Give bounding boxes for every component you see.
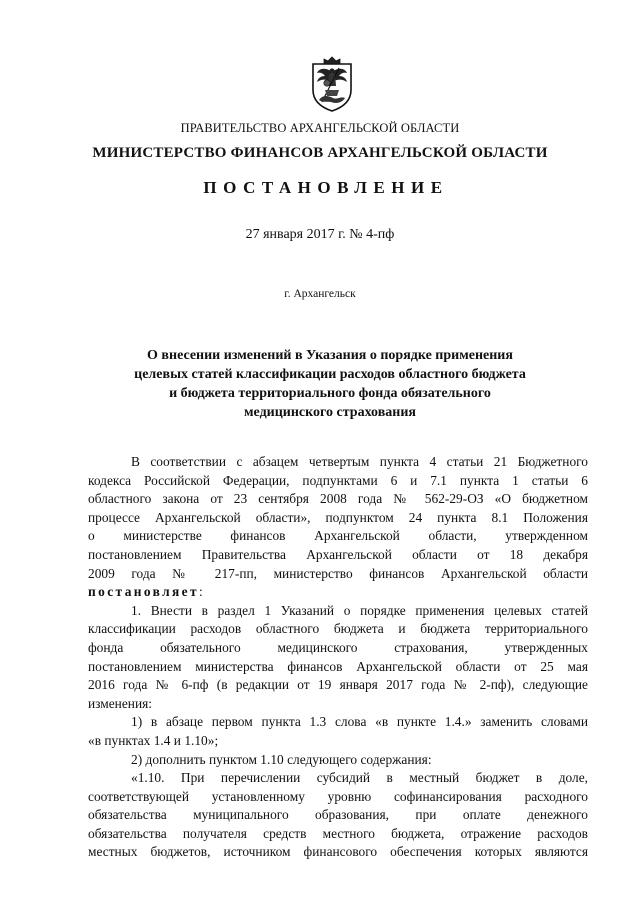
body-line: В соответствии с абзацем четвертым пункта 4 статьи 21 Бюджетного [131,454,588,469]
title-line: медицинского страхования [244,405,416,420]
coat-of-arms-emblem [309,56,355,112]
title-line: О внесении изменений в Указания о порядке применения [147,348,513,363]
body-line: 1. Внести в раздел 1 Указаний о порядке применения целевых статей [131,602,588,618]
body-line: процессе Архангельской области», подпунктом 24 пункта 8.1 Положения [88,509,588,525]
government-name: ПРАВИТЕЛЬСТВО АРХАНГЕЛЬСКОЙ ОБЛАСТИ [180,121,460,135]
body-line: 2) дополнить пунктом 1.10 следующего содержания: [131,751,432,767]
body-line: о министерстве финансов Архангельской области, утвержденном [88,528,588,544]
ministry-name: МИНИСТЕРСТВО ФИНАНСОВ АРХАНГЕЛЬСКОЙ ОБЛАСТИ [92,145,548,161]
body-line: «1.10. При перечислении субсидий в местный бюджет в доле, [131,770,588,786]
body-line: 1) в абзаце первом пункта 1.3 слова «в пункте 1.4.» заменить словами [131,714,588,730]
title-line: целевых статей классификации расходов областного бюджета [134,367,526,382]
body-line: 2016 года № 6-пф (в редакции от 19 января 2017 года № 2-пф), следующие [88,677,588,693]
body-line: обязательства получателя средств местного бюджета, отражение расходов [88,825,588,841]
body-line: местных бюджетов, источником финансового обеспечения которых являются [88,844,588,860]
body-line: классификации расходов областного бюджета и бюджета территориального [88,621,588,637]
body-line: «в пунктах 1.4 и 1.10»; [88,732,219,748]
document-body [88,453,588,862]
body-line: 2009 года № 217-пп, министерство финансов Архангельской области [88,565,588,581]
resolves-colon: : [199,584,203,600]
body-line: соответствующей установленному уровню софинансирования расходного [88,788,588,804]
title-line: и бюджета территориального фонда обязательного [169,386,491,401]
body-line: изменения: [88,695,153,711]
resolves-verb: постановляет [88,584,200,600]
document-city: г. Архангельск [284,288,356,300]
body-line: обязательства муниципального образования, при оплате денежного [88,807,588,823]
body-line-resolves [88,583,588,602]
body-line: фонда обязательного медицинского страхования, утвержденных [88,639,588,655]
body-line: постановлением Правительства Архангельской области от 18 декабря [88,546,588,562]
document-title [120,346,540,422]
coat-of-arms-icon [309,56,355,112]
body-line: областного закона от 23 сентября 2008 года № 562-29-ОЗ «О бюджетном [88,491,588,507]
document-type: ПОСТАНОВЛЕНИЕ [203,178,449,197]
body-line: кодекса Российской Федерации, подпунктами 6 и 7.1 пункта 1 статьи 6 [88,472,588,488]
document-date-number: 27 января 2017 г. № 4-пф [245,227,395,242]
body-line: постановлением министерства финансов Архангельской области от 25 мая [88,658,588,674]
